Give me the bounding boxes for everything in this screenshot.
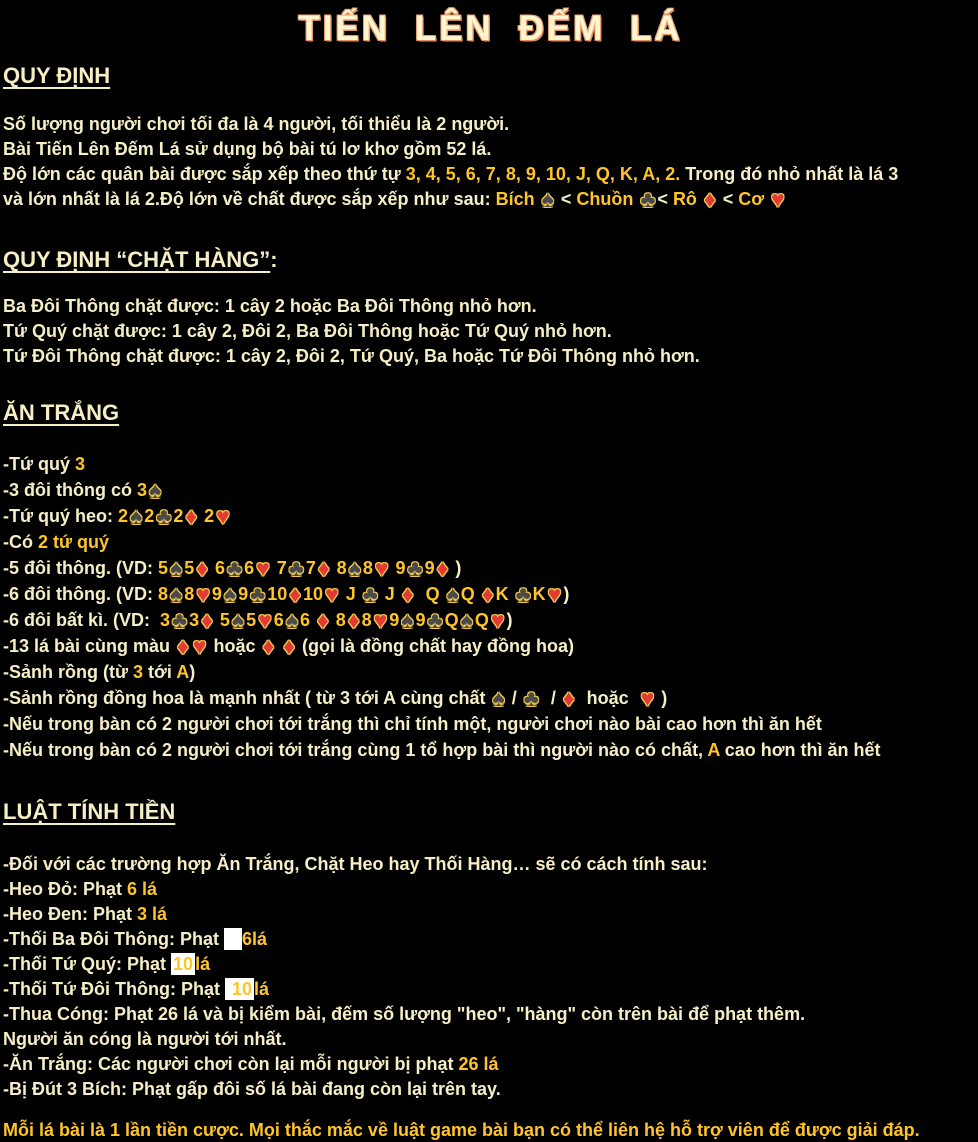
text-segment: 3 lá [137,904,168,924]
heart-icon: ♥ [640,685,655,711]
text-segment: 10 [173,954,194,974]
heading-suffix: : [270,247,278,272]
heart-icon: ♥ [196,581,210,607]
text-segment: Q [474,610,489,630]
spade-icon: ♠ [169,581,183,607]
text-segment: 5 [184,558,195,578]
club-icon: ♣ [250,581,266,607]
heart-icon: ♥ [490,607,505,633]
diamond-icon: ♦ [317,607,329,633]
text-segment: Tứ Quý chặt được: 1 cây 2, Đôi 2, Ba Đôi Thông hoặc Tứ Quý nhỏ hơn. [3,321,612,341]
diamond-icon: ♦ [283,633,295,659]
text-segment: < [717,189,739,209]
text-segment: -Sảnh rồng đồng hoa là mạnh nhất ( từ 3 tới A cùng chất [3,688,491,708]
spade-icon: ♠ [460,607,473,633]
rule-line [3,162,978,187]
text-segment: -Tứ quý heo: [3,506,119,526]
text-segment: 8 [361,610,372,630]
text-segment: 3 [160,610,171,630]
section-an-trang [3,399,978,763]
text-segment: < [555,189,577,209]
text-segment [224,928,242,950]
section-heading-row [3,798,978,826]
page-title: TIẾN LÊN ĐẾM LÁ [298,9,683,48]
text-segment: 9 [424,558,435,578]
diamond-icon: ♦ [289,581,301,607]
rule-line [3,477,978,503]
rule-line [3,1052,978,1077]
section-heading: QUY ĐỊNH [3,63,111,88]
text-segment: Q [415,584,445,604]
rule-line [3,294,978,319]
text-segment: (gọi là đồng chất hay đồng hoa) [296,636,574,656]
diamond-icon: ♦ [262,633,275,659]
text-segment: -Bị Đút 3 Bích: Phạt gấp đôi số lá bài đang còn lại trên tay. [3,1079,501,1099]
diamond-icon: ♦ [562,685,575,711]
text-segment: J [340,584,361,604]
rule-line [3,319,978,344]
heart-icon: ♥ [256,555,270,581]
text-segment: 2 tứ quý [38,532,110,552]
section-lines [3,112,978,212]
rule-line [3,187,978,212]
text-segment: 7 [271,558,287,578]
text-segment: 5 [246,610,257,630]
text-segment: -Có [3,532,38,552]
text-segment: 26 lá [458,1054,499,1074]
diamond-icon: ♦ [317,555,330,581]
rule-line [3,451,978,477]
diamond-icon: ♦ [196,555,208,581]
text-segment: -6 đôi bất kì. (VD: [3,610,161,630]
text-segment: hoặc [208,636,261,656]
club-icon: ♣ [172,607,188,633]
text-segment: -13 lá bài cùng màu [3,636,176,656]
text-segment: -3 đôi thông có [3,480,137,500]
text-segment: 3 [133,662,144,682]
text-segment: 3 [75,454,86,474]
text-segment: 5 [214,610,230,630]
text-segment: 8 [331,558,347,578]
rule-line [3,137,978,162]
text-segment: ) [189,662,196,682]
text-segment: K [495,584,514,604]
heart-icon: ♥ [374,555,389,581]
text-segment: Độ lớn các quân bài được sắp xếp theo thứ tự [3,164,406,184]
rule-line [3,1002,978,1027]
spade-icon: ♠ [223,581,237,607]
text-segment: -Ăn Trắng: Các người chơi còn lại mỗi người bị phạt [3,1054,459,1074]
text-segment: -Nếu trong bàn có 2 người chơi tới trắng cùng 1 tổ hợp bài thì người nào có chất, [3,740,708,760]
rule-line [3,555,978,581]
club-icon: ♣ [427,607,443,633]
section-heading: LUẬT TÍNH TIỀN [3,799,176,824]
text-segment: và lớn nhất là lá 2.Độ lớn về chất được sắp xếp như sau: [3,189,496,209]
text-segment: -Heo Đỏ: Phạt [3,879,127,899]
club-icon: ♣ [362,581,378,607]
diamond-icon: ♦ [177,633,189,659]
text-segment: ) [656,688,668,708]
text-segment [276,636,281,656]
text-segment: Tứ Đôi Thông chặt được: 1 cây 2, Đôi 2, Tứ Quý, Ba hoặc Tứ Đôi Thông nhỏ hơn. [3,346,700,366]
rule-line [3,737,978,763]
section-heading: ĂN TRẮNG [3,400,120,425]
text-segment: 9 [238,584,249,604]
text-segment: Trong đó nhỏ nhất là lá 3 [680,164,899,184]
text-segment: 2 [173,506,184,526]
text-segment: -Nếu trong bàn có 2 người chơi tới trắng thì chỉ tính một, người chơi nào bài cao hơn thì ăn hết [3,714,822,734]
spade-icon: ♠ [401,607,414,633]
rule-line [3,659,978,685]
text-segment: 8 [362,558,373,578]
text-segment: Ba Đôi Thông chặt được: 1 cây 2 hoặc Ba Đôi Thông nhỏ hơn. [3,296,537,316]
text-segment: 8 [157,584,168,604]
section-luat-tinh-tien [3,798,978,1102]
text-segment: 7 [305,558,316,578]
section-heading: QUY ĐỊNH “CHẶT HÀNG” [3,247,271,272]
rule-line [3,711,978,737]
section-lines [3,852,978,1102]
spade-icon: ♠ [149,477,162,503]
text-segment: -Thối Tứ Quý: Phạt [3,954,172,974]
text-segment: 6 [273,610,284,630]
heart-icon: ♥ [325,581,339,607]
text-segment: hoặc [576,688,639,708]
section-heading-row [3,399,978,427]
text-segment: 10 [267,584,288,604]
text-segment: 9 [389,610,400,630]
club-icon: ♣ [288,555,304,581]
text-segment: lá [195,954,211,974]
spade-icon: ♠ [446,581,459,607]
rule-line [3,685,978,711]
spade-icon: ♠ [541,186,554,212]
heart-icon: ♥ [192,633,207,659]
club-icon: ♣ [523,685,539,711]
rule-line [3,529,978,555]
text-segment: 9 [390,558,406,578]
text-segment: 8 [184,584,195,604]
text-segment: 2 [118,506,129,526]
text-segment: -Heo Đen: Phạt [3,904,138,924]
text-segment: -Đối với các trường hợp Ăn Trắng, Chặt Heo hay Thối Hàng… sẽ có cách tính sau: [3,854,708,874]
diamond-icon: ♦ [347,607,360,633]
rule-line [3,902,978,927]
section-quy-dinh [3,62,978,212]
text-segment: 6 [244,558,255,578]
text-segment: 3 [189,610,200,630]
text-segment: 3 [136,480,147,500]
text-segment: 5 [157,558,168,578]
spade-icon: ♠ [285,607,299,633]
footer-note: Mỗi lá bài là 1 lần tiền cược. Mọi thắc mắc về luật game bài bạn có thể liên hệ hỗ trợ viên để được giải đáp. [3,1120,920,1140]
diamond-icon: ♦ [703,186,716,212]
text-segment: Số lượng người chơi tối đa là 4 người, tối thiểu là 2 người. [3,114,510,134]
text-segment: Bích [495,189,540,209]
spade-icon: ♠ [169,555,183,581]
text-segment: Bài Tiến Lên Đếm Lá sử dụng bộ bài tú lơ khơ gồm 52 lá. [3,139,492,159]
text-segment: Người ăn cóng là người tới nhất. [3,1029,287,1049]
text-segment: < [657,189,673,209]
club-icon: ♣ [515,581,531,607]
rule-line [3,633,978,659]
club-icon: ♣ [407,555,423,581]
text-segment: Rô [672,189,702,209]
text-segment: -Sảnh rồng (từ [3,662,134,682]
spade-icon: ♠ [231,607,245,633]
text-segment: 6 lá [127,879,158,899]
text-segment: 6lá [241,929,268,949]
text-segment: Q [444,610,459,630]
text-segment: J [379,584,400,604]
text-segment: cao hơn thì ăn hết [719,740,881,760]
section-heading-row [3,62,978,90]
rule-line [3,607,978,633]
rule-line [3,877,978,902]
section-lines [3,294,978,369]
text-segment: -5 đôi thông. (VD: [3,558,158,578]
text-segment: -Thối Ba Đôi Thông: Phạt [3,929,224,949]
text-segment: 2 [199,506,215,526]
heart-icon: ♥ [771,186,785,212]
section-lines [3,451,978,763]
text-segment: 2 [144,506,155,526]
diamond-icon: ♦ [436,555,449,581]
diamond-icon: ♦ [185,503,198,529]
text-segment: 10 [303,584,324,604]
text-segment: 9 [415,610,426,630]
rule-line [3,581,978,607]
text-segment: 8 [330,610,346,630]
text-segment: Q [460,584,480,604]
rule-line [3,952,978,977]
text-segment: -Thối Tứ Đôi Thông: Phạt [3,979,225,999]
text-segment: Cơ [738,189,769,209]
club-icon: ♣ [156,503,172,529]
text-segment: / [540,688,561,708]
rule-line [3,112,978,137]
rule-line [3,977,978,1002]
rule-line [3,344,978,369]
text-segment: K [532,584,546,604]
text-segment: ) [506,610,513,630]
text-segment: 6 [209,558,225,578]
heart-icon: ♥ [373,607,388,633]
rule-line [3,1077,978,1102]
rule-line [3,503,978,529]
text-segment: 3, 4, 5, 6, 7, 8, 9, 10, J, Q, K, A, 2. [405,164,681,184]
section-heading-row [3,246,978,274]
club-icon: ♣ [640,186,656,212]
club-icon: ♣ [226,555,243,581]
spade-icon: ♠ [130,503,143,529]
text-segment: 10 [227,979,253,999]
text-segment: ) [563,584,570,604]
text-segment: -6 đôi thông. (VD: [3,584,158,604]
diamond-icon: ♦ [401,581,414,607]
text-segment: 6 [300,610,316,630]
text-segment: -Tứ quý [3,454,76,474]
diamond-icon: ♦ [481,581,494,607]
diamond-icon: ♦ [201,607,213,633]
rule-line [3,852,978,877]
rule-line [3,1027,978,1052]
heart-icon: ♥ [547,581,562,607]
rule-line [3,927,978,952]
text-segment: tới [143,662,177,682]
text-segment: ) [450,558,462,578]
section-quy-dinh-chat-hang [3,246,978,369]
spade-icon: ♠ [492,685,505,711]
text-segment: Chuồn [576,189,639,209]
spade-icon: ♠ [348,555,361,581]
heart-icon: ♥ [258,607,272,633]
text-segment: -Thua Cóng: Phạt 26 lá và bị kiểm bài, đếm số lượng "heo", "hàng" còn trên bài để phạt thêm. [3,1004,806,1024]
heart-icon: ♥ [216,503,230,529]
text-segment: lá [254,979,270,999]
text-segment: 9 [211,584,222,604]
text-segment: A [176,662,190,682]
text-segment: A [707,740,720,760]
text-segment: / [506,688,522,708]
